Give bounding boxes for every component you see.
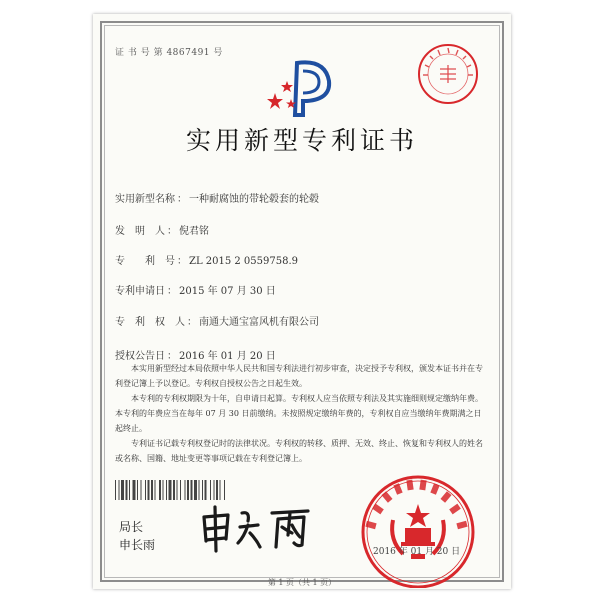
field-value: 南通大通宝富风机有限公司 — [199, 317, 319, 328]
barcode-icon — [115, 480, 283, 500]
field-label: 专 利 权 人 — [115, 317, 185, 328]
director-title: 局长 — [119, 520, 144, 534]
certificate-title: 实用新型专利证书 — [185, 126, 418, 155]
director-name: 申长雨 — [119, 538, 156, 552]
field-value: 倪君铭 — [179, 226, 209, 237]
official-seal-icon — [351, 470, 485, 588]
field-value: 一种耐腐蚀的带轮毂套的轮毂 — [189, 194, 319, 205]
patent-office-logo-icon — [263, 55, 343, 119]
field-value: ZL 2015 2 0559758.9 — [189, 256, 299, 267]
field-application-date: 专利申请日 ： 2015 年 07 月 30 日 — [115, 282, 276, 297]
field-label: 发 明 人 — [115, 226, 165, 237]
body-paragraph: 专利证书记载专利权登记时的法律状况。专利权的转移、质押、无效、终止、恢复和专利权人的姓名或名称、国籍、地址变更等事项记载在专利登记簿上。 — [115, 439, 483, 463]
patent-certificate — [93, 14, 511, 589]
field-inventor: 发 明 人 ： 倪君铭 — [115, 222, 209, 237]
page-number: 第 1 页（共 1 页） — [267, 578, 337, 587]
body-paragraph: 本专利的专利权期限为十年，自申请日起算。专利权人应当依照专利法及其实施细则规定缴纳年费。本专利的年费应当在每年 07 月 30 日前缴纳。未按照规定缴纳年费的，专利权自应当缴纳年费期满之日起终止。 — [115, 394, 483, 433]
field-patentee: 专 利 权 人 ： 南通大通宝富风机有限公司 — [115, 313, 319, 328]
field-value: 2016 年 01 月 20 日 — [179, 351, 276, 362]
director-signature-icon — [198, 503, 318, 553]
body-paragraph: 本实用新型经过本局依照中华人民共和国专利法进行初步审查，决定授予专利权，颁发本证书并在专利登记簿上予以登记。专利权自授权公告之日起生效。 — [115, 364, 483, 388]
field-label: 专利申请日 — [115, 286, 165, 297]
field-patent-number: 专 利 号 ： ZL 2015 2 0559758.9 — [115, 252, 298, 267]
certificate-number: 证 书 号 第 4867491 号 — [115, 48, 223, 58]
registration-seal-icon — [416, 42, 480, 106]
seal-date: 2016 年 01 月 20 日 — [373, 547, 461, 557]
field-label: 专 利 号 — [115, 256, 175, 267]
field-grant-date: 授权公告日 ： 2016 年 01 月 20 日 — [115, 347, 276, 362]
field-label: 实用新型名称 — [115, 194, 175, 205]
field-value: 2015 年 07 月 30 日 — [179, 286, 276, 297]
field-label: 授权公告日 — [115, 351, 165, 362]
field-utility-model-name: 实用新型名称 ： 一种耐腐蚀的带轮毂套的轮毂 — [115, 190, 319, 205]
